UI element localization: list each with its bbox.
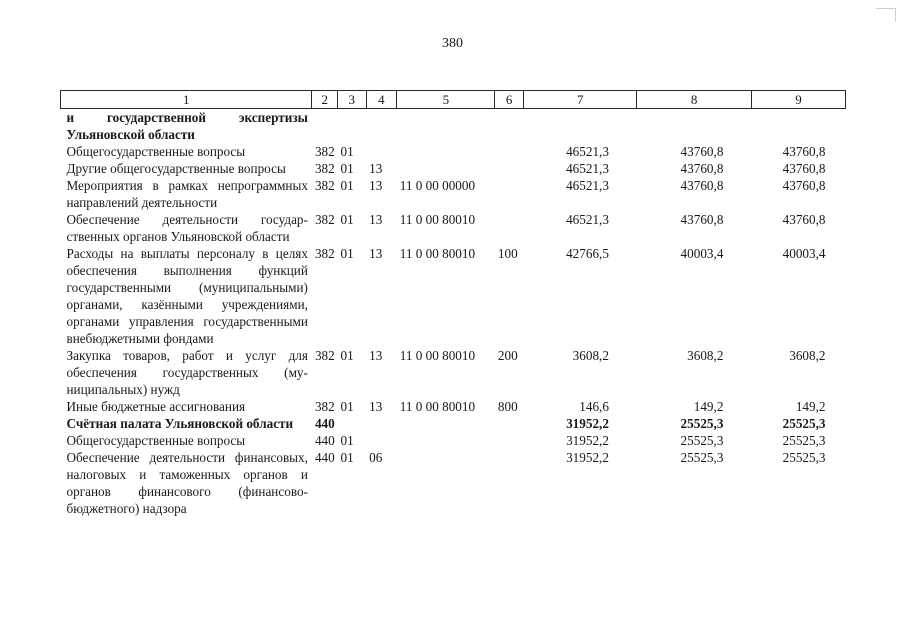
subsection-code-cell [366, 432, 397, 449]
expense-type-cell [495, 109, 524, 144]
section-code-cell [337, 109, 366, 144]
table-row [61, 245, 846, 347]
admin-code-cell: 382 [314, 399, 335, 414]
row-name-cell: Счётная палата Ульяновской области [66, 416, 294, 431]
expense-type-cell [495, 211, 524, 245]
row-name-cell: Расходы на выплаты персоналу в целях обеспечения выполнения функций государственными (муниципальными) органами, казёнными учреждениями, органами управления государственными внебюджетными фондами [66, 246, 308, 346]
admin-code-cell: 440 [314, 416, 335, 431]
subsection-code-cell: 06 [369, 450, 383, 465]
target-article-cell [397, 143, 495, 160]
table-row [61, 449, 846, 517]
admin-code-cell: 382 [314, 212, 335, 227]
table-row [61, 211, 846, 245]
subsection-code-cell [366, 415, 397, 432]
column-header: 9 [751, 91, 845, 109]
subsection-code-cell: 13 [369, 246, 383, 261]
admin-code-cell: 382 [314, 144, 335, 159]
target-article-cell: 11 0 00 80010 [399, 246, 476, 261]
row-name-cell: Мероприятия в рамках непрограммных направлений деятельности [66, 178, 308, 210]
section-code-cell [337, 415, 366, 432]
target-article-cell: 11 0 00 00000 [399, 178, 476, 193]
admin-code-cell: 440 [314, 450, 335, 465]
section-code-cell: 01 [340, 348, 354, 363]
column-header: 1 [61, 91, 312, 109]
amount-col7-cell: 46521,3 [566, 161, 609, 176]
amount-col7-cell: 46521,3 [566, 212, 609, 227]
budget-table [60, 90, 846, 517]
admin-code-cell: 382 [314, 161, 335, 176]
section-code-cell: 01 [340, 450, 354, 465]
section-code-cell: 01 [340, 433, 354, 448]
column-number-header-row [61, 91, 846, 109]
expense-type-cell: 800 [497, 399, 518, 414]
amount-col8-cell: 25525,3 [680, 433, 724, 448]
amount-col9-cell: 43760,8 [782, 161, 826, 176]
admin-code-cell [312, 109, 338, 144]
amount-col7-cell: 46521,3 [566, 178, 609, 193]
target-article-cell: 11 0 00 80010 [399, 399, 476, 414]
table-row [61, 160, 846, 177]
column-header: 8 [637, 91, 751, 109]
column-header: 2 [312, 91, 338, 109]
section-code-cell: 01 [340, 161, 354, 176]
amount-col9-cell: 25525,3 [782, 433, 826, 448]
subsection-code-cell [366, 143, 397, 160]
table-row [61, 177, 846, 211]
amount-col8-cell [637, 109, 751, 144]
subsection-code-cell: 13 [369, 348, 383, 363]
amount-col8-cell: 43760,8 [680, 161, 724, 176]
amount-col8-cell: 25525,3 [680, 416, 724, 431]
row-name-cell: Общегосударственные вопросы [66, 144, 246, 159]
table-row [61, 398, 846, 415]
page-number: 380 [442, 36, 463, 51]
row-name-cell: Общегосударственные вопросы [66, 433, 246, 448]
column-header: 4 [366, 91, 397, 109]
section-code-cell: 01 [340, 246, 354, 261]
amount-col9-cell: 149,2 [795, 399, 826, 414]
expense-type-cell [495, 143, 524, 160]
scan-artifact [876, 8, 896, 9]
amount-col7-cell: 42766,5 [566, 246, 609, 261]
column-header: 6 [495, 91, 524, 109]
expense-type-cell [495, 415, 524, 432]
subsection-code-cell: 13 [369, 161, 383, 176]
admin-code-cell: 382 [314, 348, 335, 363]
subsection-code-cell: 13 [369, 399, 383, 414]
admin-code-cell: 440 [314, 433, 335, 448]
subsection-code-cell [366, 109, 397, 144]
amount-col8-cell: 43760,8 [680, 212, 724, 227]
target-article-cell: 11 0 00 80010 [399, 348, 476, 363]
target-article-cell: 11 0 00 80010 [399, 212, 476, 227]
target-article-cell [397, 415, 495, 432]
row-name-cell: Закупка товаров, работ и услуг для обеспечения государственных (муниципальных) нужд [66, 348, 308, 397]
section-code-cell: 01 [340, 144, 354, 159]
column-header: 5 [397, 91, 495, 109]
row-name-cell: Иные бюджетные ассигнования [66, 399, 246, 414]
admin-code-cell: 382 [314, 246, 335, 261]
amount-col8-cell: 43760,8 [680, 144, 724, 159]
amount-col9-cell: 43760,8 [782, 178, 826, 193]
amount-col7-cell: 46521,3 [566, 144, 609, 159]
amount-col9-cell: 40003,4 [782, 246, 826, 261]
subsection-code-cell: 13 [369, 212, 383, 227]
row-name-cell: и государственной экспертизы Ульяновской области [66, 110, 308, 142]
amount-col7-cell: 3608,2 [572, 348, 609, 363]
amount-col9-cell: 43760,8 [782, 212, 826, 227]
amount-col9-cell: 25525,3 [782, 416, 826, 431]
table-row [61, 432, 846, 449]
amount-col8-cell: 3608,2 [687, 348, 724, 363]
amount-col7-cell: 31952,2 [566, 433, 609, 448]
amount-col9-cell: 3608,2 [789, 348, 826, 363]
table-row [61, 109, 846, 144]
amount-col9-cell: 25525,3 [782, 450, 826, 465]
section-code-cell: 01 [340, 212, 354, 227]
amount-col8-cell: 43760,8 [680, 178, 724, 193]
target-article-cell [397, 109, 495, 144]
amount-col8-cell: 25525,3 [680, 450, 724, 465]
subsection-code-cell: 13 [369, 178, 383, 193]
amount-col7-cell: 31952,2 [566, 450, 609, 465]
amount-col8-cell: 40003,4 [680, 246, 724, 261]
column-header: 7 [523, 91, 636, 109]
target-article-cell [397, 432, 495, 449]
admin-code-cell: 382 [314, 178, 335, 193]
row-name-cell: Обеспечение деятельности финансовых, налоговых и таможенных органов и органов финансового (финансово-бюджетного) надзора [66, 450, 308, 516]
expense-type-cell [495, 177, 524, 211]
expense-type-cell: 100 [497, 246, 518, 261]
table-row [61, 415, 846, 432]
amount-col7-cell: 146,6 [579, 399, 609, 414]
table-row [61, 347, 846, 398]
column-header: 3 [337, 91, 366, 109]
target-article-cell [397, 449, 495, 517]
amount-col8-cell: 149,2 [693, 399, 724, 414]
expense-type-cell: 200 [497, 348, 518, 363]
section-code-cell: 01 [340, 399, 354, 414]
target-article-cell [397, 160, 495, 177]
table-row [61, 143, 846, 160]
expense-type-cell [495, 432, 524, 449]
scan-artifact [895, 8, 896, 22]
amount-col7-cell [523, 109, 636, 144]
section-code-cell: 01 [340, 178, 354, 193]
amount-col9-cell [751, 109, 845, 144]
expense-type-cell [495, 449, 524, 517]
amount-col9-cell: 43760,8 [782, 144, 826, 159]
row-name-cell: Другие общегосударственные вопросы [66, 161, 286, 176]
expense-type-cell [495, 160, 524, 177]
amount-col7-cell: 31952,2 [566, 416, 609, 431]
row-name-cell: Обеспечение деятельности государственных органов Ульяновской области [66, 212, 308, 244]
